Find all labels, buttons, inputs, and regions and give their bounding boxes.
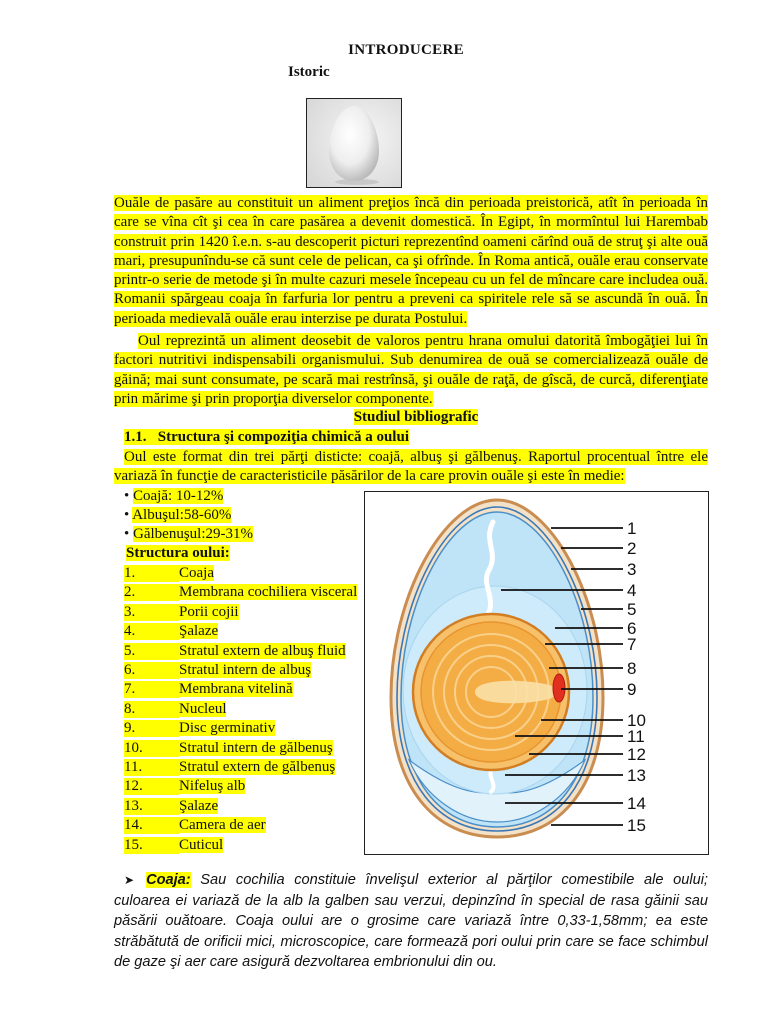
structure-item-label-text: Disc germinativ — [179, 720, 276, 737]
composition-item-text: Gălbenuşul:29-31% — [133, 526, 253, 542]
heading-structure-composition-text: 1.1. Structura şi compoziţia chimică a oului — [124, 429, 409, 445]
structure-item-label — [179, 643, 346, 660]
paragraph-components-text: Oul este format din trei părţi disticte: coajă, albuş şi gălbenuş. Raportul procentual între ele variază în funcţie de caracteristicile păsărilor de la care provin ouăle şi este în medie: — [114, 449, 708, 485]
structure-item-number-text: 10. — [124, 740, 179, 757]
structure-item-label-text: Coaja — [179, 565, 214, 581]
callout-label: 6 — [627, 619, 637, 638]
callout-label: 2 — [627, 539, 637, 558]
callout-label: 11 — [627, 727, 645, 746]
structure-item-number — [124, 565, 179, 582]
page-title: INTRODUCERE — [348, 42, 464, 58]
structure-item-label — [179, 565, 214, 582]
paragraph-value-text: Oul reprezintă un aliment deosebit de valoros pentru hrana omului datorită îmbogăţiei lui în factori nutritivi indispensabili organismului. Sub denumirea de ouă se comercializează ouăle de găină; mai sunt consumate, pe scară mai restrînsă, şi ouăle de raţă, de gîscă, de curcă, diferenţiate prin mărime şi prin proporţia diverselor componente. — [114, 333, 708, 407]
structure-item-number-text: 15. — [124, 837, 179, 854]
structure-item-label — [179, 623, 218, 640]
structure-item-label-text: Cuticul — [179, 836, 224, 853]
structure-item-label — [179, 778, 245, 795]
arrow-bullet-icon: ➤ — [124, 873, 135, 887]
structure-item-label-text: Nucleul — [179, 700, 227, 717]
callout-label: 1 — [627, 519, 637, 538]
structure-item-number — [124, 798, 179, 815]
callout-labels — [627, 519, 646, 835]
callout-label: 7 — [627, 635, 637, 654]
structure-item-number — [124, 759, 179, 776]
egg-photo-icon — [307, 99, 401, 187]
structure-item-number — [124, 817, 179, 834]
callout-label: 3 — [627, 560, 637, 579]
structure-item-number-text: 11. — [124, 759, 179, 776]
structure-item-label-text: Stratul intern de albuş — [179, 662, 312, 678]
bullet-icon: • — [124, 488, 134, 504]
germinal-disc — [553, 674, 565, 702]
structure-item-number-text: 4. — [124, 623, 179, 640]
paragraph-history — [114, 194, 708, 329]
structure-item-label-text: Stratul extern de albuş fluid — [179, 642, 346, 659]
structure-item-number — [124, 604, 179, 621]
structure-item-number-text: 12. — [124, 778, 179, 795]
egg-photo — [306, 98, 402, 188]
callout-label: 4 — [627, 581, 637, 600]
structure-item-label-text: Membrana vitelină — [179, 681, 293, 698]
composition-item — [124, 526, 253, 543]
structure-item-number — [124, 778, 179, 795]
structure-item-number — [124, 584, 179, 601]
structure-item-label-text: Şalaze — [179, 623, 219, 640]
structure-item-number — [124, 623, 179, 640]
structure-item-label — [179, 740, 333, 757]
structure-item-label — [179, 817, 266, 834]
structure-item-label — [179, 681, 293, 698]
callout-label: 14 — [627, 794, 646, 813]
structure-item-label — [179, 604, 239, 621]
structure-item-number-text: 9. — [124, 720, 179, 737]
heading-bibliographic-study — [0, 409, 768, 426]
structure-item-number-text: 6. — [124, 662, 179, 679]
structure-item-number-text: 2. — [124, 584, 179, 601]
callout-label: 12 — [627, 745, 646, 764]
structure-item-number — [124, 740, 179, 757]
structure-item-label — [179, 759, 335, 776]
structure-item-label — [179, 584, 357, 601]
composition-item — [124, 488, 223, 505]
paragraph-history-text: Ouăle de pasăre au constituit un aliment preţios încă din perioada preistorică, atît în perioada în care se vîna cît şi cea în care pasărea a devenit domestică. În Egipt, în mormîntul lui Harembab construit prin 1420 î.e.n. s-au descoperit picturi reprezentînd oameni cărînd ouă de struţ şi alte ouă mari, presupunîndu-se că sunt cele de pelican, ca şi ofrînde. În Roma antică, ouăle erau conservate printr-o serie de metode şi în multe cazuri mesele începeau cu un fel de mîncare care includea ouă. Romanii spărgeau coaja în farfuria lor pentru a preveni ca spiritele rele să se ascundă în ouă. În perioada medievală ouăle erau interzise pe durata Postului. — [114, 195, 708, 327]
structure-item-label-text: Stratul intern de gălbenuş — [179, 739, 333, 756]
structure-item-label-text: Stratul extern de gălbenuş — [179, 759, 336, 775]
structure-item-label — [179, 798, 218, 815]
structure-item-number-text: 3. — [124, 604, 179, 621]
composition-item — [124, 507, 231, 524]
composition-item-text: Coajă: 10-12% — [133, 488, 224, 504]
structure-item-number-text: 7. — [124, 681, 179, 698]
structure-item-label-text: Nifeluş alb — [179, 778, 246, 795]
structure-item-number — [124, 837, 179, 854]
callout-label: 9 — [627, 680, 637, 699]
callout-label: 15 — [627, 816, 646, 835]
latebra — [475, 681, 557, 704]
structure-item-label-text: Şalaze — [179, 797, 219, 814]
egg-structure-diagram — [364, 491, 709, 855]
structure-item-label — [179, 701, 226, 718]
callout-label: 5 — [627, 600, 637, 619]
shell-description: Sau cochilia constituie învelişul exterior al părţilor comestibile ale oului; culoarea ei variază de la alb la galben sau verzui, depinzînd în special de rasa găinii sau păsării ouătoare. Coaja oului are o grosime care variază între 0,33-1,58mm; ea este străbătută de orificii mici, microscopice, care formează pori oului prin care se face schimbul de gaze şi aer care asigură dezvoltarea embrionului din ou. — [114, 872, 708, 970]
composition-item-text: Albuşul:58-60% — [132, 507, 232, 523]
shell-term: Coaja: — [146, 872, 191, 888]
bullet-icon: • — [124, 526, 134, 542]
structure-item-label-text: Porii cojii — [179, 603, 239, 620]
heading-egg-structure-text: Structura oului: — [126, 545, 230, 561]
structure-item-number — [124, 643, 179, 660]
structure-item-number-text: 1. — [124, 565, 179, 582]
structure-item-label-text: Camera de aer — [179, 817, 266, 834]
callout-label: 10 — [627, 711, 646, 730]
structure-item-number — [124, 720, 179, 737]
structure-item-number-text: 8. — [124, 701, 179, 718]
callout-label: 13 — [627, 766, 646, 785]
callout-label: 8 — [627, 659, 637, 678]
bullet-icon: • — [124, 507, 133, 523]
paragraph-shell — [114, 870, 708, 973]
structure-item-number-text: 5. — [124, 643, 179, 660]
structure-item-number — [124, 701, 179, 718]
heading-structure-composition — [124, 429, 409, 446]
structure-item-label — [179, 662, 311, 679]
structure-item-number — [124, 681, 179, 698]
structure-item-number-text: 13. — [124, 798, 179, 815]
structure-item-label — [179, 837, 223, 854]
egg-diagram-svg — [365, 492, 708, 854]
structure-item-label-text: Membrana cochiliera visceral — [179, 584, 358, 601]
structure-item-label — [179, 720, 275, 737]
heading-bibliographic-study-text: Studiul bibliografic — [353, 409, 479, 425]
structure-item-number — [124, 662, 179, 679]
paragraph-value — [114, 332, 708, 409]
structure-item-number-text: 14. — [124, 817, 179, 834]
heading-egg-structure — [126, 545, 230, 562]
paragraph-components — [114, 448, 708, 487]
section-subtitle: Istoric — [288, 64, 330, 80]
